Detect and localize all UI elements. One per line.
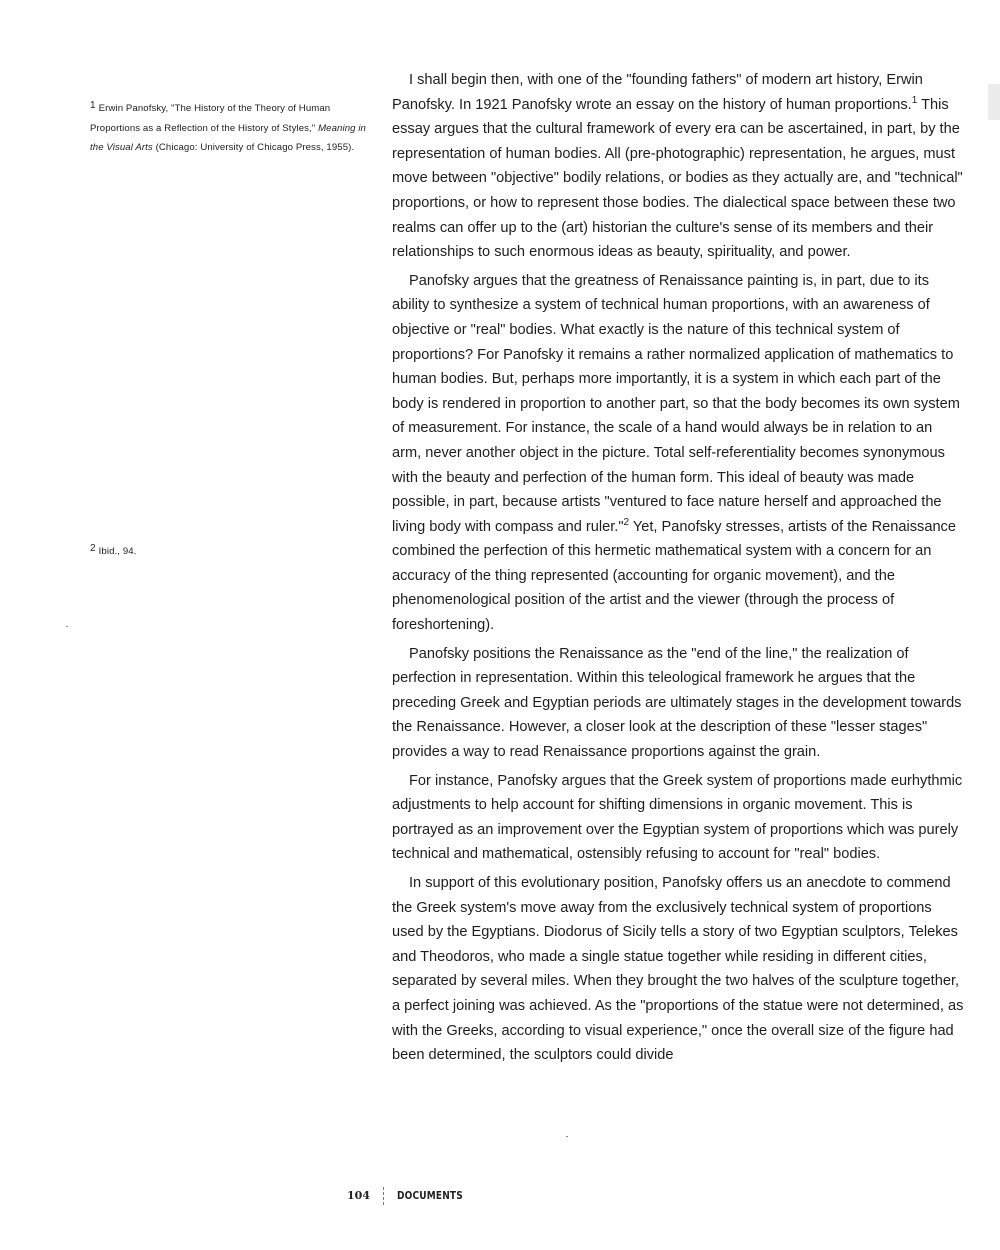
footnote-ref-2: 2: [623, 516, 630, 528]
paragraph-2-part-a: Panofsky argues that the greatness of Renaissance painting is, in part, due to its ability to synthesize a system of technical human proportions, with an awareness of objective or "real" bodies. What exactly is the nature of this technical system of proportions? For Panofsky it remains a rather normalized application of mathematics to human bodies. But, perhaps more importantly, it is a system in which each part of the body is rendered in proportion to another part, so that the body becomes its own system of measurement. For instance, the scale of a hand would always be in relation to an arm, never another object in the picture. Total self-referentiality becomes synonymous with the beauty and perfection of the human form. This ideal of beauty was made possible, in part, because artists "ventured to face nature herself and approached the living body with compass and ruler.": [392, 272, 960, 535]
footnote-2: [90, 539, 370, 562]
page-number: 104: [347, 1189, 370, 1202]
footnote-ref-1: 1: [911, 94, 918, 106]
footer-divider: [383, 1187, 384, 1205]
footnote-1-title: Meaning in the Visual Arts: [90, 122, 366, 154]
paragraph-1-part-a: I shall begin then, with one of the "founding fathers" of modern art history, Erwin Panofsky. In 1921 Panofsky wrote an essay on the history of human proportions.: [392, 72, 923, 113]
page-footer: [0, 1187, 1000, 1207]
paragraph-5: In support of this evolutionary position, Panofsky offers us an anecdote to commend the Greek system's move away from the exclusively technical system of proportions used by the Egyptians. Diodorus of Sicily tells a story of two Egyptian sculptors, Telekes and Theodoros, who made a single statue together while residing in different cities, separated by several miles. When they brought the two halves of the sculpture together, a perfect joining was achieved. As the "proportions of the statue were not determined, as with the Greeks, according to visual experience," once the overall size of the figure had been determined, the sculptors could divide: [392, 875, 964, 1064]
footnote-2-text: Ibid., 94.: [98, 546, 137, 557]
footnote-2-number: 2: [90, 543, 96, 554]
paragraph-4: For instance, Panofsky argues that the Greek system of proportions made eurhythmic adjustments to help account for shifting dimensions in organic movement. This is portrayed as an improvement over the Egyptian system of proportions which was purely technical and mathematical, ostensibly refusing to account for "real" bodies.: [392, 772, 963, 863]
paragraph-2-part-b: Yet, Panofsky stresses, artists of the Renaissance combined the perfection of this hermetic mathematical system with a concern for an accuracy of the thing represented (accounting for organic movement), and the phenomenological position of the artist and the viewer (through the process of foreshortening).: [392, 518, 956, 634]
running-head: DOCUMENTS: [397, 1189, 463, 1202]
page-edge-shadow: [988, 84, 1000, 120]
footnote-1-number: 1: [90, 100, 96, 111]
paragraph-1: [392, 68, 964, 265]
paragraph-3: Panofsky positions the Renaissance as the "end of the line," the realization of perfection in representation. Within this teleological framework he argues that the preceding Greek and Egyptian periods are ultimately stages in the development towards the Renaissance. However, a closer look at the description of these "lesser stages" provides a way to read Renaissance proportions against the grain.: [392, 645, 962, 761]
footnote-1: [90, 96, 370, 158]
body-text: [392, 68, 964, 1072]
paper-speck: [66, 626, 68, 627]
paragraph-1-part-b: This essay argues that the cultural framework of every era can be ascertained, in part, by the representation of human bodies. All (pre-photographic) representation, he argues, must move between "objective" bodily relations, or bodies as they actually are, and "technical" proportions, or how to represent those bodies. The dialectical space between these two realms can offer up to the (art) historian the culture's sense of its members and their relationships to such enormous ideas as beauty, spirituality, and power.: [392, 96, 963, 261]
paper-speck: [566, 1136, 568, 1137]
paragraph-2: [392, 269, 964, 638]
footnote-1-publication: (Chicago: University of Chicago Press, 1955).: [155, 142, 355, 154]
footnote-1-text: Erwin Panofsky, "The History of the Theory of Human Proportions as a Reflection of the History of Styles,": [90, 103, 331, 134]
